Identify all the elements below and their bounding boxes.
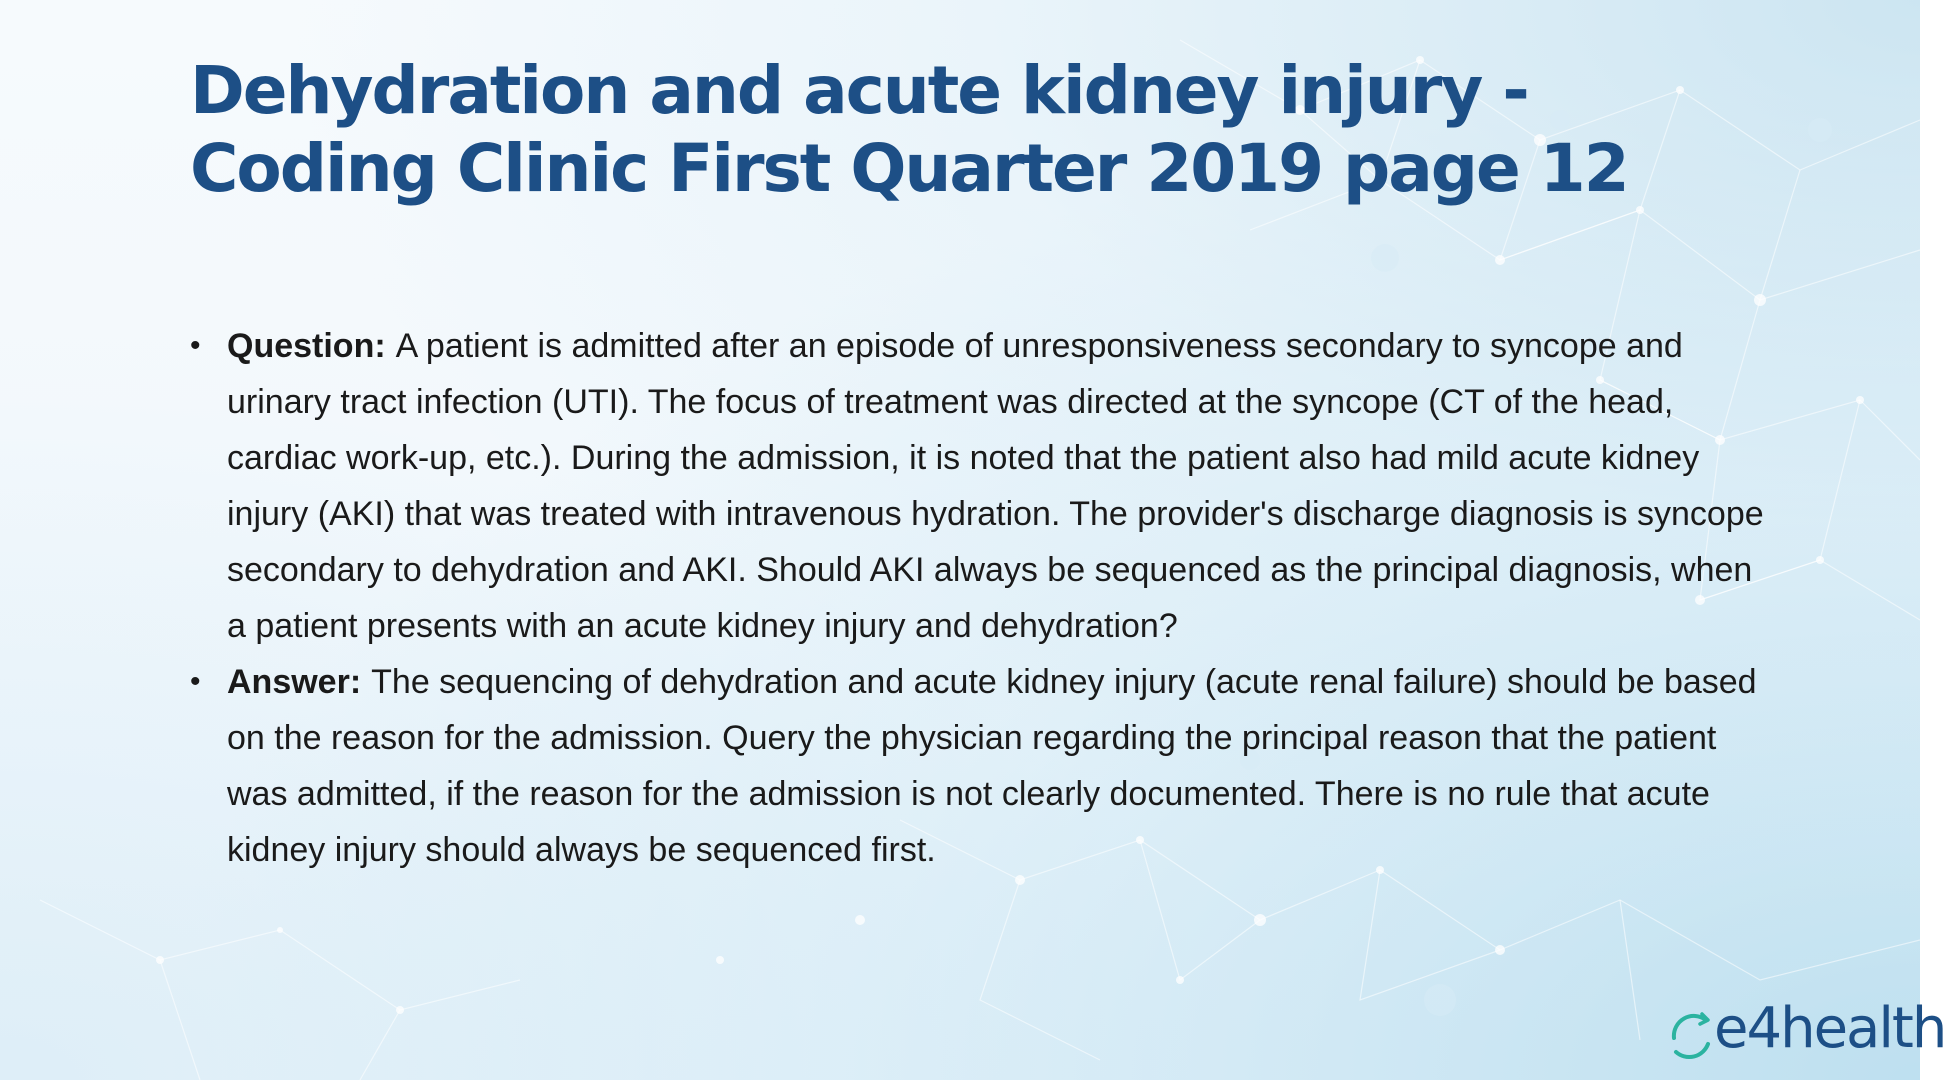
answer-text: The sequencing of dehydration and acute kidney injury (acute renal failure) should be based on the reason for the admission. Query the physician regarding the principal reason that the patient was admitted, if the reason for the admission is not clearly documented. There is no rule that acute kidney injury should always be sequenced first.	[227, 663, 1757, 869]
question-text: A patient is admitted after an episode of unresponsiveness secondary to syncope and urinary tract infection (UTI). The focus of treatment was directed at the syncope (CT of the head, cardiac work-up, etc.). During the admission, it is noted that the patient also had mild acute kidney injury (AKI) that was treated with intravenous hydration. The provider's discharge diagnosis is syncope secondary to dehydration and AKI. Should AKI always be sequenced as the principal diagnosis, when a patient presents with an acute kidney injury and dehydration?	[227, 327, 1764, 645]
bullet-icon: •	[190, 665, 201, 698]
bullet-icon: •	[190, 329, 201, 362]
slide-title: Dehydration and acute kidney injury - Coding Clinic First Quarter 2019 page 12	[190, 52, 1628, 207]
logo-wordmark: e4health	[1714, 996, 1945, 1061]
answer-bullet	[190, 654, 1770, 878]
logo-swirl-icon	[1668, 998, 1714, 1060]
e4health-logo	[1668, 990, 1945, 1060]
question-label: Question:	[227, 327, 386, 365]
bullet-list	[190, 318, 1770, 878]
question-bullet	[190, 318, 1770, 654]
answer-label: Answer:	[227, 663, 362, 701]
